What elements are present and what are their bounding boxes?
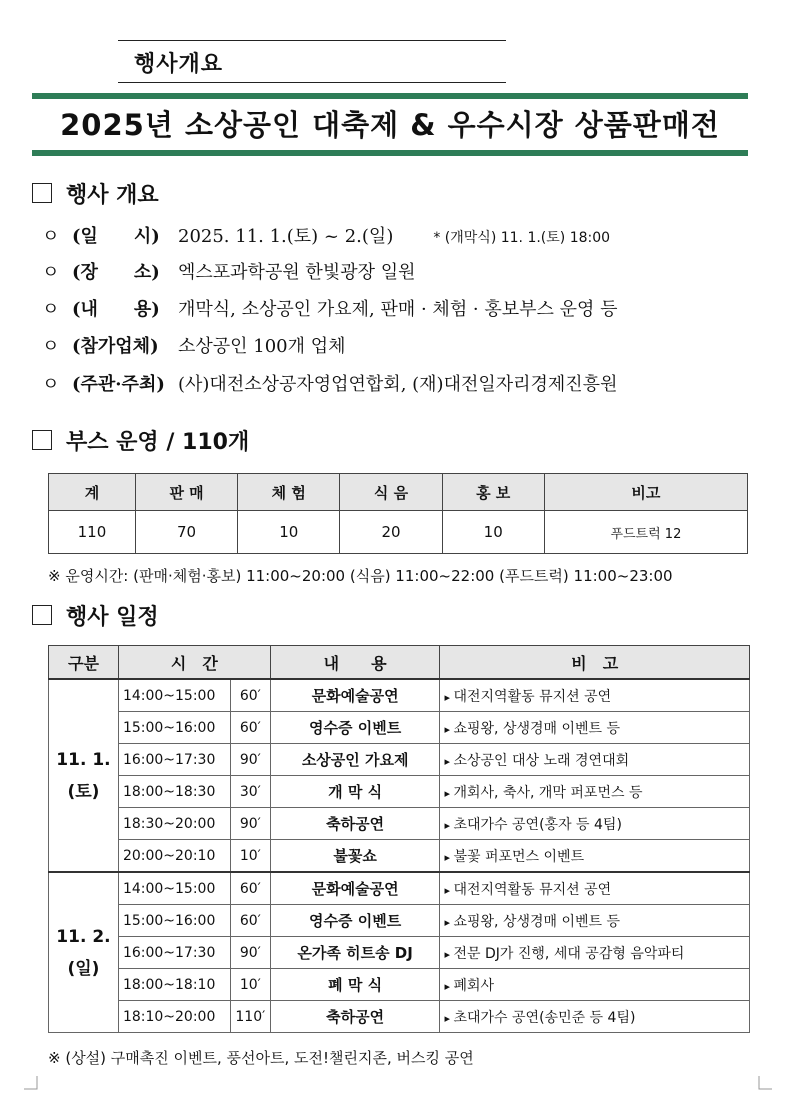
- header-divider-bottom: [118, 82, 506, 83]
- schedule-program: 축하공연: [270, 1001, 440, 1033]
- schedule-program: 문화예술공연: [270, 679, 440, 712]
- schedule-remark: ▸ 초대가수 공연(홍자 등 4팀): [440, 808, 750, 840]
- schedule-time: 14:00~15:00: [118, 679, 230, 712]
- schedule-duration: 60′: [230, 712, 270, 744]
- schedule-row: [49, 905, 750, 937]
- schedule-header-cell: 비 고: [440, 646, 750, 680]
- schedule-remark: ▸ 초대가수 공연(송민준 등 4팀): [440, 1001, 750, 1033]
- booth-value-cell: 푸드트럭 12: [544, 511, 747, 554]
- schedule-time: 18:00~18:10: [118, 969, 230, 1001]
- title-bar-bottom: [32, 150, 748, 156]
- schedule-body: [49, 679, 750, 1033]
- booth-header-row: [49, 474, 748, 511]
- overview-heading-text: 행사 개요: [66, 183, 159, 208]
- schedule-row: [49, 872, 750, 905]
- booth-heading: [32, 425, 249, 456]
- booth-value-cell: 10: [238, 511, 340, 554]
- overview-value: 개막식, 소상공인 가요제, 판매 · 체험 · 홍보부스 운영 등: [178, 299, 618, 320]
- schedule-day-cell: [49, 679, 119, 872]
- booth-note: ※ 운영시간: (판매·체험·홍보) 11:00~20:00 (식음) 11:00~22:00 (푸드트럭) 11:00~23:00: [48, 567, 673, 585]
- schedule-row: [49, 744, 750, 776]
- schedule-note: ※ (상설) 구매촉진 이벤트, 풍선아트, 도전!챌린지존, 버스킹 공연: [48, 1049, 474, 1067]
- overview-row-content: [42, 295, 618, 321]
- schedule-remark: ▸ 쇼핑왕, 상생경매 이벤트 등: [440, 712, 750, 744]
- schedule-remark: ▸ 쇼핑왕, 상생경매 이벤트 등: [440, 905, 750, 937]
- schedule-row: [49, 712, 750, 744]
- schedule-row: [49, 1001, 750, 1033]
- bullet-icon: ㅇ: [42, 336, 60, 357]
- booth-value-cell: 20: [340, 511, 442, 554]
- schedule-remark: ▸ 개회사, 축사, 개막 퍼포먼스 등: [440, 776, 750, 808]
- page-corner-mark-left: [24, 1076, 38, 1090]
- booth-header-cell: 홍 보: [442, 474, 544, 511]
- schedule-time: 16:00~17:30: [118, 744, 230, 776]
- overview-note: * (개막식) 11. 1.(토) 18:00: [433, 230, 611, 246]
- booth-heading-text: 부스 운영 / 110개: [66, 430, 250, 455]
- bullet-icon: ㅇ: [42, 299, 60, 320]
- schedule-program: 폐 막 식: [270, 969, 440, 1001]
- overview-label: (참가업체): [72, 336, 159, 357]
- overview-label: (일 시): [72, 226, 160, 247]
- schedule-duration: 30′: [230, 776, 270, 808]
- overview-row-organizer: [42, 370, 617, 396]
- overview-label: (내 용): [72, 299, 160, 320]
- schedule-row: [49, 776, 750, 808]
- schedule-date: 11. 2.: [56, 926, 111, 947]
- overview-value: 2025. 11. 1.(토) ~ 2.(일): [178, 226, 394, 247]
- schedule-program: 온가족 히트송 DJ: [270, 937, 440, 969]
- overview-row-venue: [42, 258, 416, 284]
- schedule-time: 15:00~16:00: [118, 712, 230, 744]
- booth-value-row: [49, 511, 748, 554]
- schedule-program: 개 막 식: [270, 776, 440, 808]
- schedule-row: [49, 937, 750, 969]
- schedule-duration: 90′: [230, 744, 270, 776]
- booth-header-cell: 계: [49, 474, 136, 511]
- schedule-header-row: [49, 646, 750, 680]
- schedule-table: [48, 645, 750, 1033]
- schedule-time: 18:00~18:30: [118, 776, 230, 808]
- schedule-duration: 110′: [230, 1001, 270, 1033]
- booth-header-cell: 체 험: [238, 474, 340, 511]
- checkbox-square-icon: [32, 430, 52, 450]
- schedule-row: [49, 808, 750, 840]
- schedule-time: 18:30~20:00: [118, 808, 230, 840]
- overview-heading: [32, 178, 159, 209]
- overview-value: (사)대전소상공자영업연합회, (재)대전일자리경제진흥원: [178, 374, 618, 395]
- page-corner-mark-right: [758, 1076, 772, 1090]
- schedule-remark: ▸ 대전지역활동 뮤지션 공연: [440, 679, 750, 712]
- overview-row-date: [42, 222, 610, 248]
- header-divider-top: [118, 40, 506, 41]
- schedule-duration: 90′: [230, 808, 270, 840]
- schedule-heading: [32, 600, 159, 631]
- schedule-duration: 60′: [230, 679, 270, 712]
- schedule-day-cell: [49, 872, 119, 1033]
- schedule-header-cell: 시 간: [118, 646, 270, 680]
- schedule-duration: 60′: [230, 905, 270, 937]
- booth-value-cell: 10: [442, 511, 544, 554]
- schedule-remark: ▸ 소상공인 대상 노래 경연대회: [440, 744, 750, 776]
- schedule-duration: 10′: [230, 840, 270, 873]
- schedule-heading-text: 행사 일정: [66, 605, 159, 630]
- schedule-duration: 10′: [230, 969, 270, 1001]
- title-bar-top: [32, 93, 748, 99]
- schedule-time: 18:10~20:00: [118, 1001, 230, 1033]
- overview-row-participants: [42, 332, 346, 358]
- schedule-date: 11. 1.: [56, 749, 111, 770]
- schedule-header-cell: 내 용: [270, 646, 440, 680]
- schedule-program: 소상공인 가요제: [270, 744, 440, 776]
- schedule-remark: ▸ 불꽃 퍼포먼스 이벤트: [440, 840, 750, 873]
- schedule-row: [49, 679, 750, 712]
- schedule-row: [49, 969, 750, 1001]
- schedule-remark: ▸ 전문 DJ가 진행, 세대 공감형 음악파티: [440, 937, 750, 969]
- document-title: 2025년 소상공인 대축제 & 우수시장 상품판매전: [60, 108, 720, 142]
- overview-label: (주관·주최): [72, 374, 165, 395]
- schedule-duration: 90′: [230, 937, 270, 969]
- schedule-program: 축하공연: [270, 808, 440, 840]
- header-label: 행사개요: [134, 52, 224, 77]
- booth-header-cell: 비고: [544, 474, 747, 511]
- schedule-time: 14:00~15:00: [118, 872, 230, 905]
- bullet-icon: ㅇ: [42, 226, 60, 247]
- checkbox-square-icon: [32, 183, 52, 203]
- schedule-program: 불꽃쇼: [270, 840, 440, 873]
- schedule-time: 15:00~16:00: [118, 905, 230, 937]
- schedule-duration: 60′: [230, 872, 270, 905]
- schedule-time: 20:00~20:10: [118, 840, 230, 873]
- bullet-icon: ㅇ: [42, 262, 60, 283]
- booth-value-cell: 70: [135, 511, 237, 554]
- overview-label: (장 소): [72, 262, 160, 283]
- schedule-weekday: (일): [67, 958, 100, 979]
- schedule-time: 16:00~17:30: [118, 937, 230, 969]
- schedule-remark: ▸ 대전지역활동 뮤지션 공연: [440, 872, 750, 905]
- checkbox-square-icon: [32, 605, 52, 625]
- booth-header-cell: 식 음: [340, 474, 442, 511]
- bullet-icon: ㅇ: [42, 374, 60, 395]
- booth-header-cell: 판 매: [135, 474, 237, 511]
- schedule-remark: ▸ 폐회사: [440, 969, 750, 1001]
- schedule-header-cell: 구분: [49, 646, 119, 680]
- schedule-row: [49, 840, 750, 873]
- overview-value: 소상공인 100개 업체: [178, 336, 346, 357]
- schedule-program: 영수증 이벤트: [270, 905, 440, 937]
- schedule-weekday: (토): [67, 781, 100, 802]
- booth-table: [48, 473, 748, 554]
- booth-value-cell: 110: [49, 511, 136, 554]
- schedule-program: 문화예술공연: [270, 872, 440, 905]
- schedule-program: 영수증 이벤트: [270, 712, 440, 744]
- overview-value: 엑스포과학공원 한빛광장 일원: [178, 262, 416, 283]
